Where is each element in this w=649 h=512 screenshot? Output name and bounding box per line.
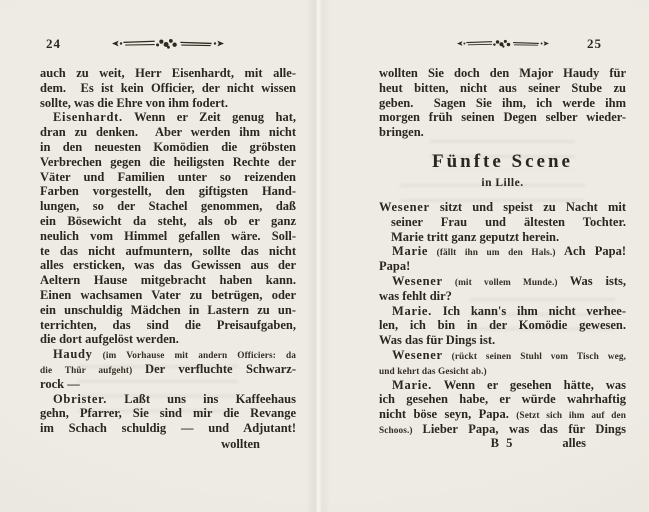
text-line: Marie tritt ganz geputzt herein. <box>391 229 560 244</box>
text-line: heut bitten, nicht aus seiner Stube zu <box>379 80 626 95</box>
dialogue-line: Marie (fällt ihn um den Hals.) Ach Papa! <box>392 244 626 259</box>
text-line: Einen wachsamen Vater zu betrügen, oder <box>40 287 296 302</box>
dialogue-line: Obrister. Laßt uns ins Kaffeehaus <box>53 391 296 406</box>
dialogue-line: Wesener sitzt und speist zu Nacht mit <box>379 199 626 214</box>
text-line: Was das für Dings ist. <box>379 333 496 348</box>
text-line: seiner Frau und ältesten Tochter. <box>391 214 626 229</box>
text-line: morgen früh seinen Degen selber wieder- <box>379 110 626 125</box>
page-footer <box>379 436 626 452</box>
text-line: Papa! <box>379 259 411 274</box>
signature-mark: B 5 <box>490 436 515 450</box>
text-line: terrichten, das sind die Preisaufgaben, <box>40 317 296 332</box>
text-line: geben. Sagen Sie ihm, ich werde ihm <box>379 95 626 110</box>
text-line: ein Bösewicht da steht, als ob er ganz <box>40 213 296 228</box>
text-line: lungen, so der Stachel genommen, daß <box>40 199 296 214</box>
text-line: alles ersticken, was das Gewissen aus der <box>40 258 296 273</box>
text-line: wollten Sie doch den Major Haudy für <box>379 66 626 80</box>
text-line: neulich vom Himmel gefallen wäre. Soll- <box>40 228 296 243</box>
book-page-right <box>324 0 649 512</box>
text-line: Farben vorgestellt, den giftigsten Hand- <box>40 184 296 199</box>
scene-location: in Lille. <box>481 176 524 189</box>
dialogue-line: Marie. Wenn er gesehen hätte, was <box>392 377 626 392</box>
text-line: und kehrt das Gesicht ab.) <box>379 366 487 377</box>
text-line: die Thür aufgeht) Der verfluchte Schwarz- <box>40 361 296 376</box>
dialogue-line: Marie. Ich kann's ihm nicht verhee- <box>392 303 626 318</box>
text-line: in den neuesten Komödien die gröbsten <box>40 139 296 154</box>
dialogue-line: Wesener (rückt seinen Stuhl vom Tisch weg, <box>392 347 626 362</box>
text-line: nicht böse seyn, Papa. (Setzt sich ihm auf den <box>379 407 626 422</box>
dialogue-line: Wesener (mit vollem Munde.) Was ists, <box>392 273 626 288</box>
text-line: was fehlt dir? <box>379 288 452 303</box>
text-line: Väter und Familien unter so reizenden <box>40 169 296 184</box>
header-ornament-icon <box>457 37 549 50</box>
text-line: Aeltern Hause mitgebracht haben kann. <box>40 273 296 288</box>
catchword: alles <box>562 436 586 450</box>
book-page-left <box>0 0 324 512</box>
dialogue-line: Haudy (im Vorhause mit andern Officiers: da <box>53 347 296 362</box>
text-line: gehn, Pfarrer, Sie sind mir die Revange <box>40 406 296 421</box>
dialogue-line: Eisenhardt. Wenn er Zeit genug hat, <box>53 110 296 125</box>
text-line: ein unschuldig Mädchen in Lastern zu un- <box>40 302 296 317</box>
text-line: dem. Es ist kein Officier, der nicht wissen <box>40 80 296 95</box>
text-line: im Schach schuldig — und Adjutant! <box>40 421 296 436</box>
text-line: len, ich bin in der Komödie gewesen. <box>379 318 626 333</box>
text-line: sollte, was die Ehre von ihm fodert. <box>40 95 228 110</box>
scene-heading: Fünfte Scene <box>431 150 573 172</box>
page-number: 24 <box>46 36 61 51</box>
text-line: bringen. <box>379 125 424 140</box>
text-line: auch zu weit, Herr Eisenhardt, mit alle- <box>40 66 296 80</box>
page-number: 25 <box>587 36 602 51</box>
page-header <box>40 36 296 54</box>
text-column <box>379 66 626 437</box>
text-line: te das nicht aufmuntern, sollte das nicht <box>40 243 296 258</box>
header-ornament-icon <box>112 37 224 50</box>
text-line: Verbrechen gegen die heiligsten Rechte der <box>40 154 296 169</box>
catchword: wollten <box>221 437 260 451</box>
text-line: die dort aufgelöst werden. <box>40 332 179 347</box>
text-line: Schoos.) Lieber Papa, was das für Dings <box>379 421 626 436</box>
text-column <box>40 66 296 436</box>
page-header <box>379 36 626 54</box>
text-line: rock — <box>40 376 80 391</box>
text-line: dran zu denken. Aber werden ihm nicht <box>40 125 296 140</box>
text-line: ich gesehen habe, er würde wahrhaftig <box>379 392 626 407</box>
